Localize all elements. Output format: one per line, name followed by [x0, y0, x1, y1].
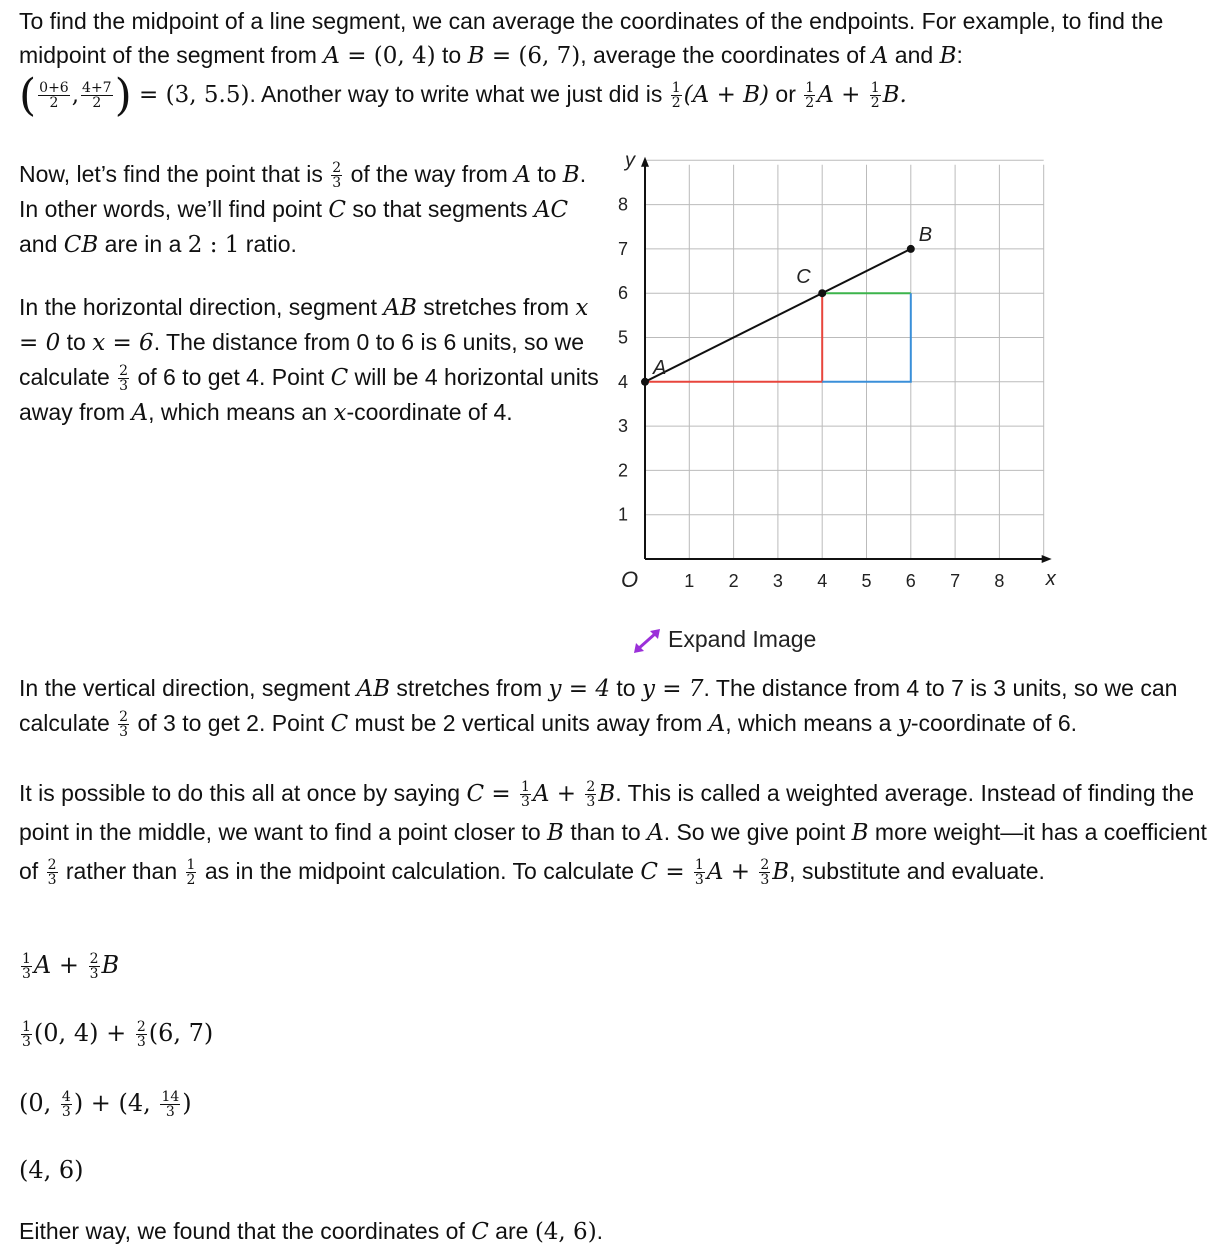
- weighted-average-paragraph: It is possible to do this all at once by saying C = $\frac{1}{3}$ A + $\frac{2}{3}$ B. This is called a weighted average. Instead of finding the point in the middle, we want to find a point closer to B than to A. So we give point B more weight—it has a coefficient of $\frac{2}{3}$ rather than $\frac{1}{2}$ as in the midpoint calculation. To calculate C = $\frac{1}{3}$ A + $\frac{2}{3}$ B, substitute and evaluate.: [19, 779, 1207, 889]
- vertical-paragraph: In the vertical direction, segment AB stretches from y = 4 to y = 7. The distance from 4 to 7 is 3 units, so we can calculate $\frac{2}{3}$ of 3 to get 2. Point C must be 2 vertical units away from A, which means a y-coordinate of 6.: [19, 675, 1178, 741]
- expand-label: Expand Image: [668, 626, 817, 652]
- grid-lines: [645, 160, 1044, 559]
- y-tick-label: 8: [617, 194, 629, 215]
- point-c: [818, 289, 826, 297]
- x-tick-label: 4: [817, 571, 828, 591]
- x-tick-label: 2: [728, 571, 739, 591]
- coordinate-graph: [610, 150, 1060, 595]
- point-b: [907, 245, 915, 253]
- work-line-1: $\frac{1}{3}$ A + $\frac{2}{3}$ B: [22, 951, 120, 982]
- x-axis-arrow: [1042, 555, 1052, 563]
- axis-ticks: [618, 150, 1057, 592]
- ratio-paragraph: Now, let’s find the point that is $\frac{2}{3}$ of the way from A to B. In other words, we’ll find point C so that segments AC and CB are in a 2 : 1 ratio.: [19, 160, 587, 258]
- y-tick-label: 7: [617, 238, 629, 259]
- y-axis-arrow: [641, 157, 649, 167]
- x-tick-label: 8: [994, 571, 1005, 591]
- x-tick-label: 6: [905, 571, 916, 591]
- x-tick-label: 3: [772, 571, 783, 591]
- y-tick-label: 4: [617, 371, 629, 392]
- x-tick-label: 1: [684, 571, 695, 591]
- label-b: B: [918, 223, 933, 246]
- y-tick-label: 6: [617, 283, 629, 304]
- work-line-2: $\frac{1}{3}$ (0, 4) + $\frac{2}{3}$ (6, 7): [22, 1019, 214, 1050]
- point-a: [641, 378, 649, 386]
- conclusion-paragraph: Either way, we found that the coordinates of C are (4, 6).: [19, 1218, 604, 1245]
- work-line-3: (0, $\frac{4}{3}$ ) + (4, $\frac{14}{3}$ ): [19, 1089, 192, 1120]
- label-c: C: [796, 266, 811, 289]
- x-tick-label: 7: [950, 571, 961, 591]
- y-tick-label: 5: [617, 327, 629, 348]
- y-tick-label: 1: [617, 504, 629, 525]
- intro-paragraph: To find the midpoint of a line segment, we can average the coordinates of the endpoints. For example, to find the midpoint of the segment from A = (0, 4) to B = (6, 7), average the coordinates of A and B: ( $\frac{0+6}{2}$ , $\frac{4+7}{2}$ ) = (3, 5.5). Another way to write what we just did is $\frac{1}{2}$ (A + B) or $\frac{1}{2}$ A + $\frac{1}{2}$ B.: [19, 8, 1164, 121]
- graph-shapes: [641, 224, 932, 386]
- y-tick-label: 2: [617, 460, 629, 481]
- y-axis-label: y: [625, 150, 635, 172]
- work-line-4: (4, 6): [19, 1156, 84, 1184]
- x-tick-label: 5: [861, 571, 872, 591]
- origin-label: O: [621, 567, 639, 592]
- expand-image-button[interactable]: [632, 622, 816, 656]
- label-a: A: [653, 356, 667, 379]
- expand-icon: [632, 627, 662, 655]
- x-axis-label: x: [1045, 568, 1056, 590]
- horizontal-paragraph: In the horizontal direction, segment AB stretches from x = 0 to x = 6. The distance from 0 to 6 is 6 units, so we calculate $\frac{2}{3}$ of 6 to get 4. Point C will be 4 horizontal units away from A, which means an x-coordinate of 4.: [19, 294, 599, 426]
- y-tick-label: 3: [617, 416, 629, 437]
